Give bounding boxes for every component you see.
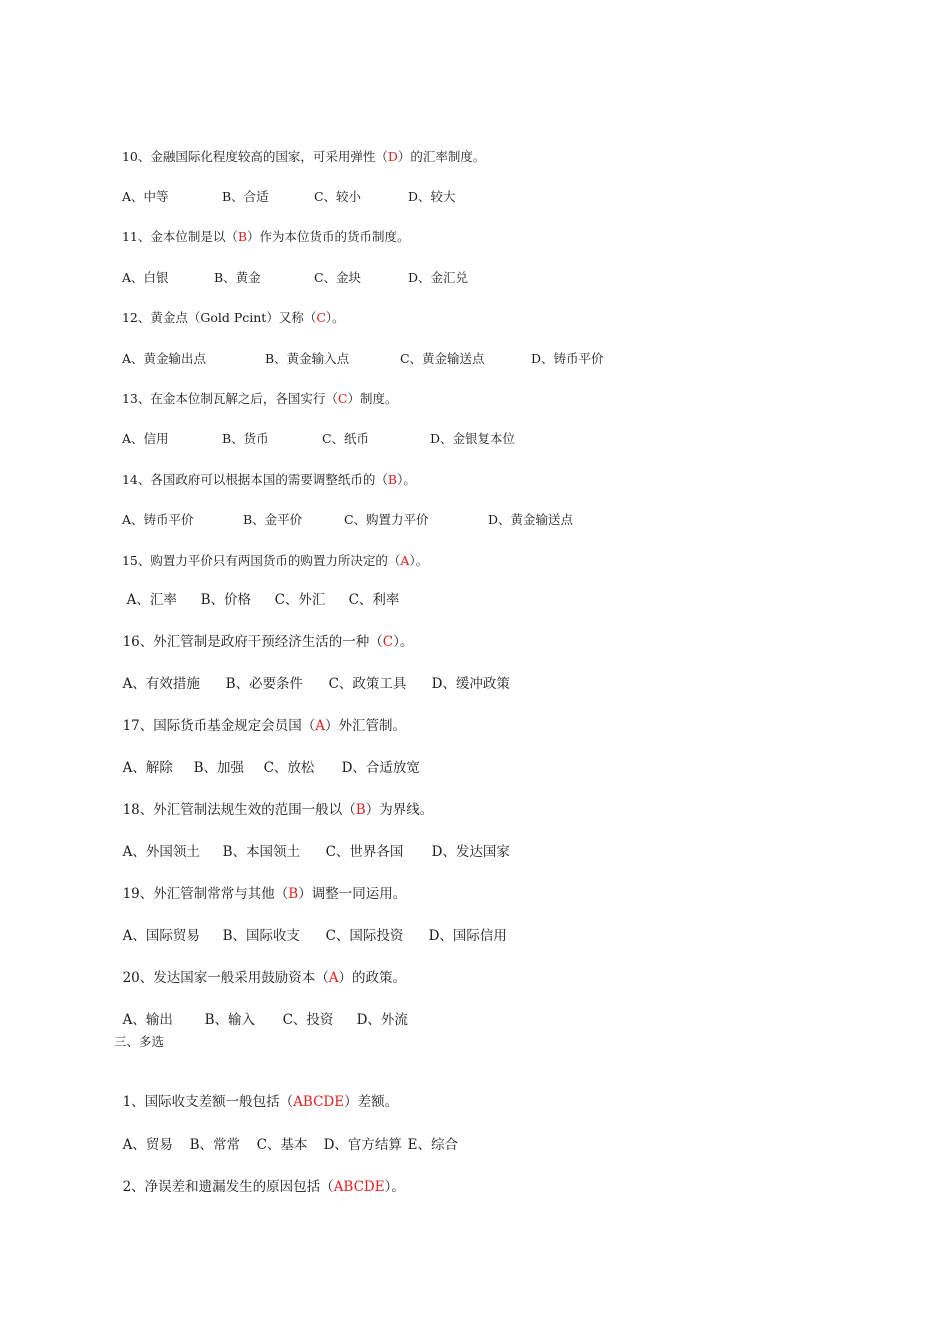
option-c: C、放松 [263,760,315,776]
option-a: A、汇率 [126,592,177,608]
options-13 [114,409,515,449]
answer-mark: A [315,718,326,734]
options-11 [114,248,468,288]
option-d: D、国际信用 [428,928,507,944]
question-text: 17、国际货币基金规定会员国（ [122,718,316,734]
answer-mark: C [316,310,326,325]
question-text-end: ）为界线。 [365,802,434,818]
question-19 [114,864,406,904]
option-c: C、国际投资 [325,928,404,944]
question-text-end: ）外汇管制。 [325,718,407,734]
options-12 [114,329,603,369]
options-16 [114,654,510,694]
option-b: B、输入 [204,1012,256,1028]
question-text: 12、黄金点（Gold Pcint）又称（ [121,310,317,325]
option-d: D、较大 [407,189,456,204]
question-text: 16、外汇管制是政府干预经济生活的一种（ [122,634,383,650]
option-b: B、金平价 [242,512,303,527]
option-a: A、黄金输出点 [121,351,206,366]
question-text: 13、在金本位制瓦解之后，各国实行（ [121,391,338,406]
option-b: B、必要条件 [225,676,304,692]
option-a: A、有效措施 [122,676,200,692]
question-text-end: ）差额。 [344,1094,399,1110]
option-d: D、黄金输送点 [487,512,573,527]
answer-mark: B [237,229,248,244]
options-19 [114,906,507,946]
options-15 [118,570,399,610]
question-text-end: ）的汇率制度。 [397,149,486,164]
multi-options-1 [114,1115,458,1155]
option-b: B、常常 [189,1137,241,1153]
question-text: 1、国际收支差额一般包括（ [122,1094,294,1110]
option-b: B、黄金 [213,270,261,285]
options-14 [114,490,573,530]
question-15 [114,531,428,571]
answer-mark: C [337,391,348,406]
question-16 [114,612,413,652]
option-a: A、信用 [121,431,169,446]
answer-mark: A [328,970,339,986]
option-d: C、利率 [348,592,400,608]
section-title: 三、多选 [114,1034,165,1049]
answer-mark: B [355,802,366,818]
question-text-end: ）作为本位货币的货币制度。 [247,229,410,244]
option-c: C、金块 [313,270,362,285]
option-c: C、投资 [282,1012,334,1028]
question-text: 15、购置力平价只有两国货币的购置力所决定的（ [121,553,401,568]
question-10 [114,127,485,167]
option-d: D、官方结算 [323,1137,402,1153]
option-a: A、白银 [121,270,169,285]
question-text: 18、外汇管制法规生效的范围一般以（ [122,802,356,818]
question-text-end: ）。 [325,310,345,325]
option-b: B、本国领土 [222,844,301,860]
answer-mark: B [387,472,398,487]
question-text: 11、金本位制是以（ [121,229,238,244]
option-c: C、世界各国 [325,844,404,860]
options-20 [114,990,408,1030]
option-a: A、输出 [122,1012,173,1028]
option-c: C、购置力平价 [343,512,429,527]
option-d: D、铸币平价 [530,351,604,366]
option-c: C、政策工具 [328,676,407,692]
option-b: B、价格 [200,592,252,608]
option-c: C、纸币 [321,431,370,446]
question-11 [114,207,410,247]
option-d: D、缓冲政策 [431,676,510,692]
option-c: C、黄金输送点 [399,351,485,366]
question-12 [114,288,345,328]
question-text: 19、外汇管制常常与其他（ [122,886,289,902]
answer-mark: D [387,149,398,164]
option-a: A、贸易 [122,1137,173,1153]
question-text: 10、金融国际化程度较高的国家，可采用弹性（ [121,149,388,164]
option-d: D、金汇兑 [407,270,468,285]
answer-mark: A [400,553,410,568]
question-13 [114,369,397,409]
option-d: D、合适放宽 [341,760,420,776]
question-text-end: ）。 [397,472,416,487]
answer-mark: B [288,886,299,902]
option-c: C、外汇 [274,592,326,608]
option-a: A、解除 [122,760,173,776]
option-d: D、外流 [356,1012,408,1028]
question-14 [114,450,416,490]
question-text-end: ）。 [384,1179,405,1195]
options-17 [114,738,420,778]
question-17 [114,696,406,736]
question-text-end: ）。 [393,634,414,650]
option-b: B、黄金输入点 [264,351,350,366]
question-text-end: ）调整一同运用。 [298,886,407,902]
question-18 [114,780,433,820]
answer-mark: C [382,634,394,650]
question-text: 20、发达国家一般采用鼓励资本（ [122,970,329,986]
answer-mark: ABCDE [293,1094,345,1110]
option-b: B、国际收支 [222,928,301,944]
option-c: C、基本 [256,1137,308,1153]
options-10 [114,167,455,207]
question-text-end: ）的政策。 [338,970,407,986]
question-text-end: ）制度。 [347,391,398,406]
question-20 [114,948,406,988]
question-text: 2、净误差和遗漏发生的原因包括（ [122,1179,334,1195]
option-e: E、综合 [407,1137,458,1153]
option-c: C、较小 [313,189,362,204]
multi-question-1 [114,1072,398,1112]
option-a: A、外国领土 [122,844,200,860]
question-text: 14、各国政府可以根据本国的需要调整纸币的（ [121,472,388,487]
option-b: B、货币 [221,431,269,446]
option-a: A、中等 [121,189,169,204]
option-b: B、合适 [221,189,269,204]
option-d: D、金银复本位 [429,431,515,446]
answer-mark: ABCDE [333,1179,385,1195]
question-text-end: ）。 [409,553,429,568]
options-18 [114,822,510,862]
option-b: B、加强 [193,760,245,776]
option-a: A、国际贸易 [122,928,200,944]
option-d: D、发达国家 [431,844,510,860]
option-a: A、铸币平价 [121,512,194,527]
multi-question-2 [114,1157,405,1197]
